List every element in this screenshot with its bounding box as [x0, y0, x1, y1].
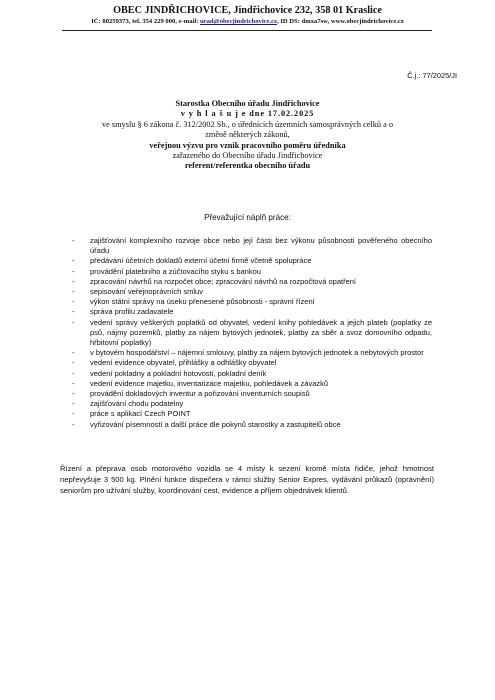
duty-text: vedení pokladny a pokladní hotovosti, pokladní deník [90, 368, 267, 378]
dash-bullet: - [72, 409, 75, 419]
duty-text: předávání účetních dokladů externí účetní firmě včetně spolupráce [90, 256, 312, 266]
duty-item [72, 297, 432, 307]
closing-paragraph: Řízení a přeprava osob motorového vozidla se 4 místy k sezení kromě místa řidiče, jehož hmotnost nepřevyšuje 3 500 kg. Plnění funkce dispečera v rámci služby Senior Expres, vydávání průkazů (oprávnění) seniorům pro užívání služby, koordinování cest, evidence a příjem objednávek klientů. [60, 464, 434, 495]
duty-text: zajišťování chodu podatelny [90, 399, 184, 409]
dash-bullet: - [72, 307, 75, 317]
email-link[interactable]: urad@obecjindrichovice.cz [200, 18, 278, 25]
heading-call: veřejnou výzvu pro vznik pracovního poměru úředníka [149, 140, 346, 150]
contact-suffix: , ID DS: dmxa7sw, www.obecjindrichovice.cz [277, 18, 404, 25]
duty-text: sepisování veřejnoprávních smluv [90, 287, 203, 297]
dash-bullet: - [72, 276, 75, 286]
letterhead-contact [20, 17, 475, 26]
dash-bullet: - [72, 419, 75, 429]
heading-position: referent/referentka obecního úřadu [184, 161, 311, 171]
duty-item [72, 409, 432, 419]
duty-item [72, 256, 432, 266]
dash-bullet: - [72, 358, 75, 368]
heading-office: zařazeného do Obecního úřadu Jindřichovice [172, 151, 323, 161]
dash-bullet: - [72, 368, 75, 378]
duty-item [72, 420, 432, 430]
dash-bullet: - [72, 399, 75, 409]
heading-legal-basis: ve smyslu § 6 zákona č. 312/2002 Sb., o úřednících územních samosprávných celků a o [101, 119, 393, 129]
dash-bullet: - [72, 378, 75, 388]
heading-announces: v y h l a š u j e dne 17.02.2025 [180, 109, 315, 119]
duty-text: výkon státní správy na úseku přenesené působnosti - správní řízení [90, 297, 315, 307]
duty-text: vedení evidence obyvatel, přihlášky a odhlášky obyvatel [90, 358, 277, 368]
duty-text: vedení správy veškerých poplatků od obyvatel, vedení knihy pohledávek a jejich plateb (poplatky ze psů, nájmy pozemků, platby za nájem bytových jednotek, platby za sběr a svoz domovního odpadu, hřbitovní poplatky) [90, 317, 432, 348]
duty-text: provádění platebního a zúčtovacího styku s bankou [90, 266, 261, 276]
dash-bullet: - [72, 389, 75, 399]
letterhead [20, 4, 475, 26]
duties-intro: Převažující náplň práce: [204, 213, 291, 222]
notice-heading [60, 99, 435, 172]
duties-list [72, 236, 432, 430]
dash-bullet: - [72, 256, 75, 266]
duty-item [72, 348, 432, 358]
reference-number: Č.j.: 77/2025/JI [407, 71, 457, 80]
letterhead-title: OBEC JINDŘICHOVICE, Jindřichovice 232, 358 01 Kraslice [113, 5, 382, 16]
duty-text: provádění dokladových inventur a pořizování inventurních soupisů [90, 389, 310, 399]
duty-item [72, 267, 432, 277]
duty-text: zpracování návrhů na rozpočet obce; zpracování návrhů na rozpočtová opatření [90, 276, 356, 286]
dash-bullet: - [72, 236, 75, 245]
duty-item [72, 287, 432, 297]
duty-item [72, 379, 432, 389]
duty-text: vedení evidence majetku, inventarizace majetku, pohledávek a závazků [90, 378, 329, 388]
duty-item [72, 389, 432, 399]
duty-text: zajišťování komplexního rozvoje obce nebo její části bez výkonu působnosti pověřeného obecního úřadu [90, 236, 432, 256]
dash-bullet: - [72, 317, 75, 327]
heading-legal-basis-cont: změně některých zákonů, [205, 130, 290, 140]
duty-item [72, 307, 432, 317]
duty-text: vyřizování písemností a další práce dle pokynů starostky a zastupitelů obce [90, 419, 341, 429]
dash-bullet: - [72, 266, 75, 276]
dash-bullet: - [72, 287, 75, 297]
dash-bullet: - [72, 348, 75, 358]
duty-text: správa profilu zadavatele [90, 307, 174, 317]
duty-item [72, 236, 432, 256]
letterhead-divider [62, 30, 432, 31]
duty-item [72, 318, 432, 349]
contact-prefix: IČ: 00259373, tel. 354 229 000, e-mail: [91, 18, 200, 25]
heading-issuer: Starostka Obecního úřadu Jindřichovice [175, 99, 320, 108]
dash-bullet: - [72, 297, 75, 307]
duty-item [72, 399, 432, 409]
duty-item [72, 358, 432, 368]
duty-item [72, 277, 432, 287]
duty-text: v bytovém hospodářství – nájemní smlouvy, platby za nájem bytových jednotek a nebytových prostor [90, 348, 424, 358]
duty-text: práce s aplikací Czech POINT [90, 409, 191, 419]
duty-item [72, 369, 432, 379]
